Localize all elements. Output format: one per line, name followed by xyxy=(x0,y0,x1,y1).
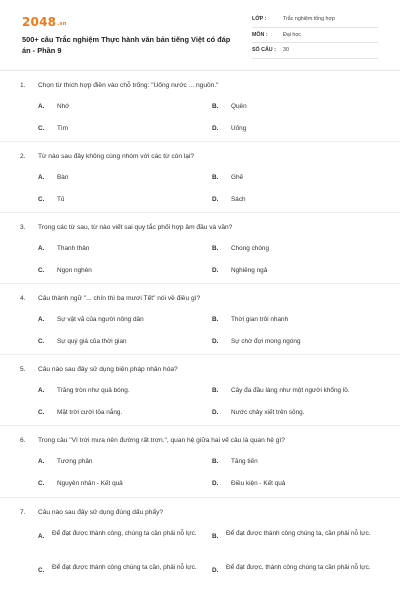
option-letter: A. xyxy=(38,245,45,252)
question-stem xyxy=(20,295,200,302)
question-stem xyxy=(20,509,163,516)
question-stem xyxy=(20,224,232,231)
question-text: Câu nào sau đây sử dụng biện pháp nhân hóa? xyxy=(38,366,178,373)
option-text: Để đạt được, thành công chúng ta cần phải nỗ lực. xyxy=(226,564,371,571)
option-text: Nhớ xyxy=(57,103,70,110)
option-letter: D. xyxy=(212,480,219,487)
option-letter: D. xyxy=(212,125,219,132)
question-stem xyxy=(20,366,178,373)
option-letter: D. xyxy=(212,409,219,416)
option-letter: A. xyxy=(38,387,45,394)
option-text: Thanh thản xyxy=(57,245,90,252)
option-text: Sách xyxy=(231,196,246,203)
question-number: 6. xyxy=(20,437,26,444)
question-number: 3. xyxy=(20,224,26,231)
option-letter: B. xyxy=(212,245,219,252)
question-text: Câu nào sau đây sử dụng đúng dấu phẩy? xyxy=(38,509,164,516)
option-text: Mặt trời cười tỏa nắng. xyxy=(57,409,123,416)
option-text: Ngọn nghèn xyxy=(57,267,92,274)
option-text: Nguyên nhân - Kết quả xyxy=(57,480,123,487)
option-text: Để đạt được thành công chúng ta cần, phải nỗ lực. xyxy=(52,564,197,571)
meta-key: SỐ CÂU : xyxy=(252,47,276,53)
question-stem xyxy=(20,82,219,89)
option-letter: A. xyxy=(38,174,45,181)
meta-row-class xyxy=(252,12,378,28)
document-header xyxy=(0,0,400,70)
option-text: Thời gian trôi nhanh xyxy=(231,316,289,323)
meta-value[interactable]: Trắc nghiệm tổng hợp xyxy=(283,16,335,22)
question-number: 7. xyxy=(20,509,26,516)
option-letter: C. xyxy=(38,338,45,345)
question-separator xyxy=(0,212,400,213)
option-text: Chong chóng xyxy=(231,245,270,252)
meta-row-subject xyxy=(252,28,378,44)
option-letter: A. xyxy=(38,103,45,110)
option-text: Trăng tròn như quả bóng. xyxy=(57,387,130,394)
meta-table xyxy=(252,12,378,59)
question-stem xyxy=(20,437,285,444)
meta-value[interactable]: Đại học xyxy=(283,31,301,38)
meta-row-count xyxy=(252,43,378,59)
option-letter: C. xyxy=(38,409,45,416)
question-separator xyxy=(0,141,400,142)
question-text: Trong câu "Vì trời mưa nên đường rất trơn.", quan hệ giữa hai vế câu là quan hệ gì? xyxy=(38,437,285,444)
question-number: 5. xyxy=(20,366,26,373)
option-letter: A. xyxy=(38,458,45,465)
option-text: Cây đa đầu làng như một người khổng lồ. xyxy=(231,387,350,394)
question-separator xyxy=(0,354,400,355)
option-letter: B. xyxy=(212,174,219,181)
option-text: Để đạt được thành công chúng ta, cần phải nỗ lực. xyxy=(226,530,371,537)
option-letter: B. xyxy=(212,533,219,540)
option-letter: A. xyxy=(38,316,45,323)
option-text: Điều kiện - Kết quả xyxy=(231,480,286,487)
site-logo[interactable] xyxy=(22,15,67,29)
option-letter: D. xyxy=(212,567,219,574)
meta-value: 30 xyxy=(283,47,289,53)
question-text: Chọn từ thích hợp điền vào chỗ trống: "Uống nước ... nguồn." xyxy=(38,82,219,89)
question-stem xyxy=(20,153,194,160)
question-number: 1. xyxy=(20,82,26,89)
option-letter: B. xyxy=(212,103,219,110)
option-letter: B. xyxy=(212,458,219,465)
question-number: 4. xyxy=(20,295,26,302)
meta-key: MÔN : xyxy=(252,31,268,38)
option-letter: C. xyxy=(38,196,45,203)
question-text: Trong các từ sau, từ nào viết sai quy tắc phối hợp âm đầu và vần? xyxy=(38,224,233,231)
option-text: Ghế xyxy=(231,174,244,181)
question-separator xyxy=(0,283,400,284)
question-separator xyxy=(0,497,400,498)
question-separator xyxy=(0,425,400,426)
option-text: Sự quý giá của thời gian xyxy=(57,338,127,345)
header-divider xyxy=(0,70,400,71)
option-letter: D. xyxy=(212,267,219,274)
meta-key: LỚP : xyxy=(252,16,267,22)
option-letter: D. xyxy=(212,338,219,345)
option-text: Nghiêng ngả xyxy=(231,267,268,274)
option-text: Quên xyxy=(231,103,247,110)
option-letter: D. xyxy=(212,196,219,203)
option-text: Bàn xyxy=(57,174,69,181)
option-letter: C. xyxy=(38,125,45,132)
option-text: Nước chảy xiết trên sông. xyxy=(231,409,305,416)
question-number: 2. xyxy=(20,153,26,160)
option-text: Sự vật vã của người nông dân xyxy=(57,316,144,323)
option-text: Sự chờ đợi mong ngóng xyxy=(231,338,301,345)
option-letter: B. xyxy=(212,316,219,323)
question-text: Từ nào sau đây không cùng nhóm với các từ còn lại? xyxy=(38,153,195,160)
option-text: Tủ xyxy=(57,196,65,203)
option-letter: B. xyxy=(212,387,219,394)
logo-text: 2048 xyxy=(22,15,57,29)
logo-tld: .vn xyxy=(57,21,67,27)
option-text: Tăng tiến xyxy=(231,458,258,465)
option-letter: C. xyxy=(38,267,45,274)
option-text: Uống xyxy=(231,125,247,132)
question-text: Câu thành ngữ "... chín thì ba mươi Tết" nói về điều gì? xyxy=(38,295,201,302)
option-letter: C. xyxy=(38,480,45,487)
page-title: 500+ câu Trắc nghiệm Thực hành văn bản tiếng Việt có đáp án - Phần 9 xyxy=(22,35,231,55)
option-text: Để đạt được thành công, chúng ta cần phải nỗ lực. xyxy=(52,530,197,537)
option-letter: C. xyxy=(38,567,45,574)
option-text: Tương phản xyxy=(57,458,93,465)
option-letter: A. xyxy=(38,533,45,540)
option-text: Tìm xyxy=(57,125,69,132)
